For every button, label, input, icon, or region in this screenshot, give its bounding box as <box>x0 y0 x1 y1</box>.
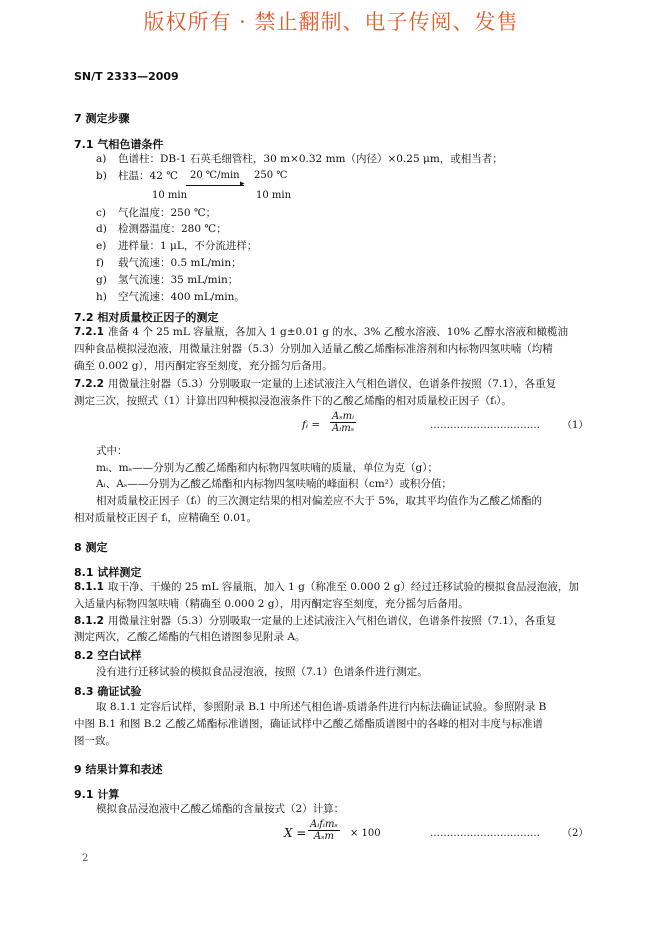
equation-1-denominator: Aᵢmₛ <box>332 423 355 434</box>
where-label: 式中： <box>96 445 128 457</box>
equation-2-leader-dots: …………………………… <box>430 828 540 839</box>
paragraph-text: 准备 4 个 25 mL 容量瓶，各加入 1 g±0.01 g 的水、3% 乙酸水溶液、10% 乙醇水溶液和橄榄油 <box>108 326 568 338</box>
paragraph-7-2-1-line-1 <box>74 325 568 340</box>
section-8-1-title: 8.1 试样测定 <box>74 566 142 579</box>
paragraph-8-1-1-line-1 <box>74 580 579 595</box>
item-text: 气化温度：250 ℃； <box>118 207 217 219</box>
section-7-2-title: 7.2 相对质量校正因子的测定 <box>74 311 219 324</box>
equation-2-numerator: Aᵢfᵢmₛ <box>310 819 338 830</box>
section-7-title: 7 测定步骤 <box>74 112 130 125</box>
condition-item-c <box>96 206 216 221</box>
page-number: 2 <box>82 853 89 864</box>
paragraph-7-2-2-line-1 <box>74 377 556 392</box>
program-arrow-line <box>186 185 244 186</box>
section-8-2-text: 没有进行迁移试验的模拟食品浸泡液，按照（7.1）色谱条件进行测定。 <box>96 666 428 678</box>
program-arrow-head-icon: ▸ <box>240 179 245 189</box>
condition-item-a <box>96 152 503 167</box>
paragraph-number: 8.1.2 <box>74 615 104 627</box>
condition-item-b <box>96 169 178 184</box>
section-9-1-title: 9.1 计算 <box>74 788 120 801</box>
condition-item-f <box>96 256 242 271</box>
item-label: a) <box>96 153 107 165</box>
equation-1-lhs: fᵢ = <box>302 419 321 431</box>
item-text: 柱温：42 ℃ <box>118 170 178 182</box>
item-label: b) <box>96 170 107 182</box>
condition-item-e <box>96 239 257 254</box>
program-rate: 20 ℃/min <box>190 170 240 181</box>
definition-area: Aᵢ、Aₛ——分别为乙酸乙烯酯和内标物四氢呋喃的峰面积（cm²）或积分值； <box>96 478 452 490</box>
section-8-3-title: 8.3 确证试验 <box>74 685 142 698</box>
equation-2-denominator: Aₛm <box>313 831 334 842</box>
equation-2-number: （2） <box>562 828 589 839</box>
section-8-3-line-1: 取 8.1.1 定容后试样，参照附录 B.1 中所述气相色谱-质谱条件进行内标法确证试验。参照附录 B <box>96 701 547 713</box>
note-line-2: 相对质量校正因子 fᵢ，应精确至 0.01。 <box>74 512 258 524</box>
paragraph-text: 用微量注射器（5.3）分别吸取一定量的上述试液注入气相色谱仪，色谱条件按照（7.1），各重复 <box>108 615 557 627</box>
item-text: 色谱柱：DB-1 石英毛细管柱，30 m×0.32 mm（内径）×0.25 μm，或相当者； <box>118 153 503 165</box>
item-label: g) <box>96 274 107 286</box>
paragraph-8-1-2-line-2: 测定两次，乙酸乙烯酯的气相色谱图参见附录 A。 <box>74 631 306 643</box>
condition-item-d <box>96 222 227 237</box>
note-line-1: 相对质量校正因子（fᵢ）的三次测定结果的相对偏差应不大于 5%，取其平均值作为乙酸乙烯酯的 <box>96 495 542 507</box>
item-text: 进样量：1 μL，不分流进样； <box>118 240 258 252</box>
section-8-2-title: 8.2 空白试样 <box>74 649 142 662</box>
equation-2-lhs: X = <box>284 826 307 840</box>
section-9-1-text: 模拟食品浸泡液中乙酸乙烯酯的含量按式（2）计算： <box>96 803 345 815</box>
section-8-3-line-3: 图一致。 <box>74 735 116 747</box>
equation-1-leader-dots: …………………………… <box>430 420 540 431</box>
equation-2-fraction <box>308 819 340 842</box>
program-hold-2: 10 min <box>256 190 292 201</box>
equation-1-number: （1） <box>562 420 589 431</box>
equation-2-multiplier: × 100 <box>350 828 381 839</box>
item-label: c) <box>96 207 106 219</box>
item-label: f) <box>96 257 104 269</box>
paragraph-number: 7.2.2 <box>74 378 104 390</box>
section-8-title: 8 测定 <box>74 541 108 554</box>
paragraph-number: 7.2.1 <box>74 326 104 338</box>
item-text: 氢气流速：35 mL/min； <box>118 274 239 286</box>
item-label: e) <box>96 240 107 252</box>
section-9-title: 9 结果计算和表述 <box>74 763 163 776</box>
item-label: d) <box>96 223 107 235</box>
section-8-3-line-2: 中图 B.1 和图 B.2 乙酸乙烯酯标准谱图，确证试样中乙酸乙烯酯质谱图中的各峰的相对丰度与标准谱 <box>74 718 543 730</box>
copyright-banner: 版权所有 · 禁止翻制、电子传阅、发售 <box>143 10 519 34</box>
paragraph-number: 8.1.1 <box>74 581 104 593</box>
program-final-temp: 250 ℃ <box>254 170 288 181</box>
item-text: 检测器温度：280 ℃； <box>118 223 227 235</box>
program-hold-1: 10 min <box>152 190 188 201</box>
condition-item-h <box>96 290 245 305</box>
paragraph-8-1-2-line-1 <box>74 614 556 629</box>
definition-mass: mᵢ、mₛ——分别为乙酸乙烯酯和内标物四氢呋喃的质量，单位为克（g）； <box>96 462 439 474</box>
paragraph-7-2-1-line-2: 四种食品模拟浸泡液，用微量注射器（5.3）分别加入适量乙酸乙烯酯标准溶剂和内标物四氢呋喃（均精 <box>74 343 553 355</box>
item-text: 载气流速：0.5 mL/min； <box>118 257 242 269</box>
paragraph-7-2-1-line-3: 确至 0.002 g），用丙酮定容至刻度，充分摇匀后备用。 <box>74 360 333 372</box>
condition-item-g <box>96 273 238 288</box>
item-label: h) <box>96 291 107 303</box>
paragraph-7-2-2-line-2: 测定三次，按照式（1）计算出四种模拟浸泡液条件下的乙酸乙烯酯的相对质量校正因子（fᵢ）。 <box>74 395 512 407</box>
paragraph-8-1-1-line-2: 入适量内标物四氢呋喃（精确至 0.000 2 g），用丙酮定容至刻度，充分摇匀后备用。 <box>74 598 469 610</box>
equation-1-numerator: Aₛmᵢ <box>332 411 355 422</box>
document-standard-number: SN/T 2333—2009 <box>74 70 179 83</box>
paragraph-text: 用微量注射器（5.3）分别吸取一定量的上述试液注入气相色谱仪，色谱条件按照（7.1），各重复 <box>108 378 557 390</box>
equation-1-fraction <box>330 411 356 434</box>
item-text: 空气流速：400 mL/min。 <box>118 291 245 303</box>
section-7-1-title: 7.1 气相色谱条件 <box>74 138 164 151</box>
paragraph-text: 取干净、干燥的 25 mL 容量瓶，加入 1 g（称准至 0.000 2 g）经过迁移试验的模拟食品浸泡液，加 <box>108 581 579 593</box>
